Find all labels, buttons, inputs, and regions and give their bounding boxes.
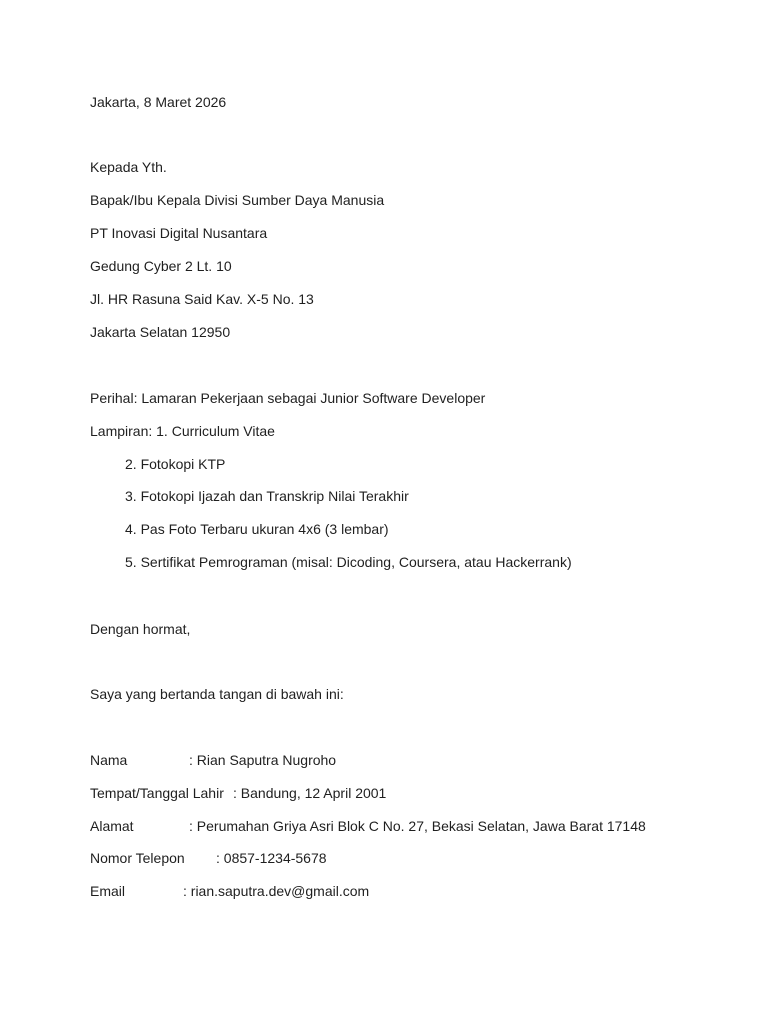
applicant-phone-value: : 0857-1234-5678 bbox=[216, 850, 327, 866]
recipient-street: Jl. HR Rasuna Said Kav. X-5 No. 13 bbox=[90, 291, 314, 307]
applicant-address-value: : Perumahan Griya Asri Blok C No. 27, Bekasi Selatan, Jawa Barat 17148 bbox=[189, 818, 646, 834]
applicant-birth-label: Tempat/Tanggal Lahir bbox=[90, 785, 224, 801]
recipient-building: Gedung Cyber 2 Lt. 10 bbox=[90, 258, 232, 274]
attachment-item: 4. Pas Foto Terbaru ukuran 4x6 (3 lembar) bbox=[125, 521, 389, 537]
applicant-email-value: : rian.saputra.dev@gmail.com bbox=[183, 883, 370, 899]
intro-text: Saya yang bertanda tangan di bawah ini: bbox=[90, 686, 344, 702]
attachment-item: 2. Fotokopi KTP bbox=[125, 456, 226, 472]
applicant-birth-value: : Bandung, 12 April 2001 bbox=[233, 785, 387, 801]
attachment-first: Lampiran: 1. Curriculum Vitae bbox=[90, 423, 275, 439]
applicant-name-label: Nama bbox=[90, 752, 128, 768]
recipient-salutation: Kepada Yth. bbox=[90, 159, 167, 175]
attachment-item: 5. Sertifikat Pemrograman (misal: Dicoding, Coursera, atau Hackerrank) bbox=[125, 554, 572, 570]
applicant-email-label: Email bbox=[90, 883, 126, 899]
greeting: Dengan hormat, bbox=[90, 621, 191, 637]
applicant-name-value: : Rian Saputra Nugroho bbox=[189, 752, 337, 768]
subject-line: Perihal: Lamaran Pekerjaan sebagai Junior Software Developer bbox=[90, 390, 486, 406]
recipient-name: Bapak/Ibu Kepala Divisi Sumber Daya Manusia bbox=[90, 192, 385, 208]
applicant-phone-label: Nomor Telepon bbox=[90, 850, 185, 866]
recipient-city: Jakarta Selatan 12950 bbox=[90, 324, 231, 340]
applicant-address-label: Alamat bbox=[90, 818, 134, 834]
place-date: Jakarta, 8 Maret 2026 bbox=[90, 94, 227, 110]
attachment-item: 3. Fotokopi Ijazah dan Transkrip Nilai Terakhir bbox=[125, 488, 409, 504]
recipient-company: PT Inovasi Digital Nusantara bbox=[90, 225, 268, 241]
